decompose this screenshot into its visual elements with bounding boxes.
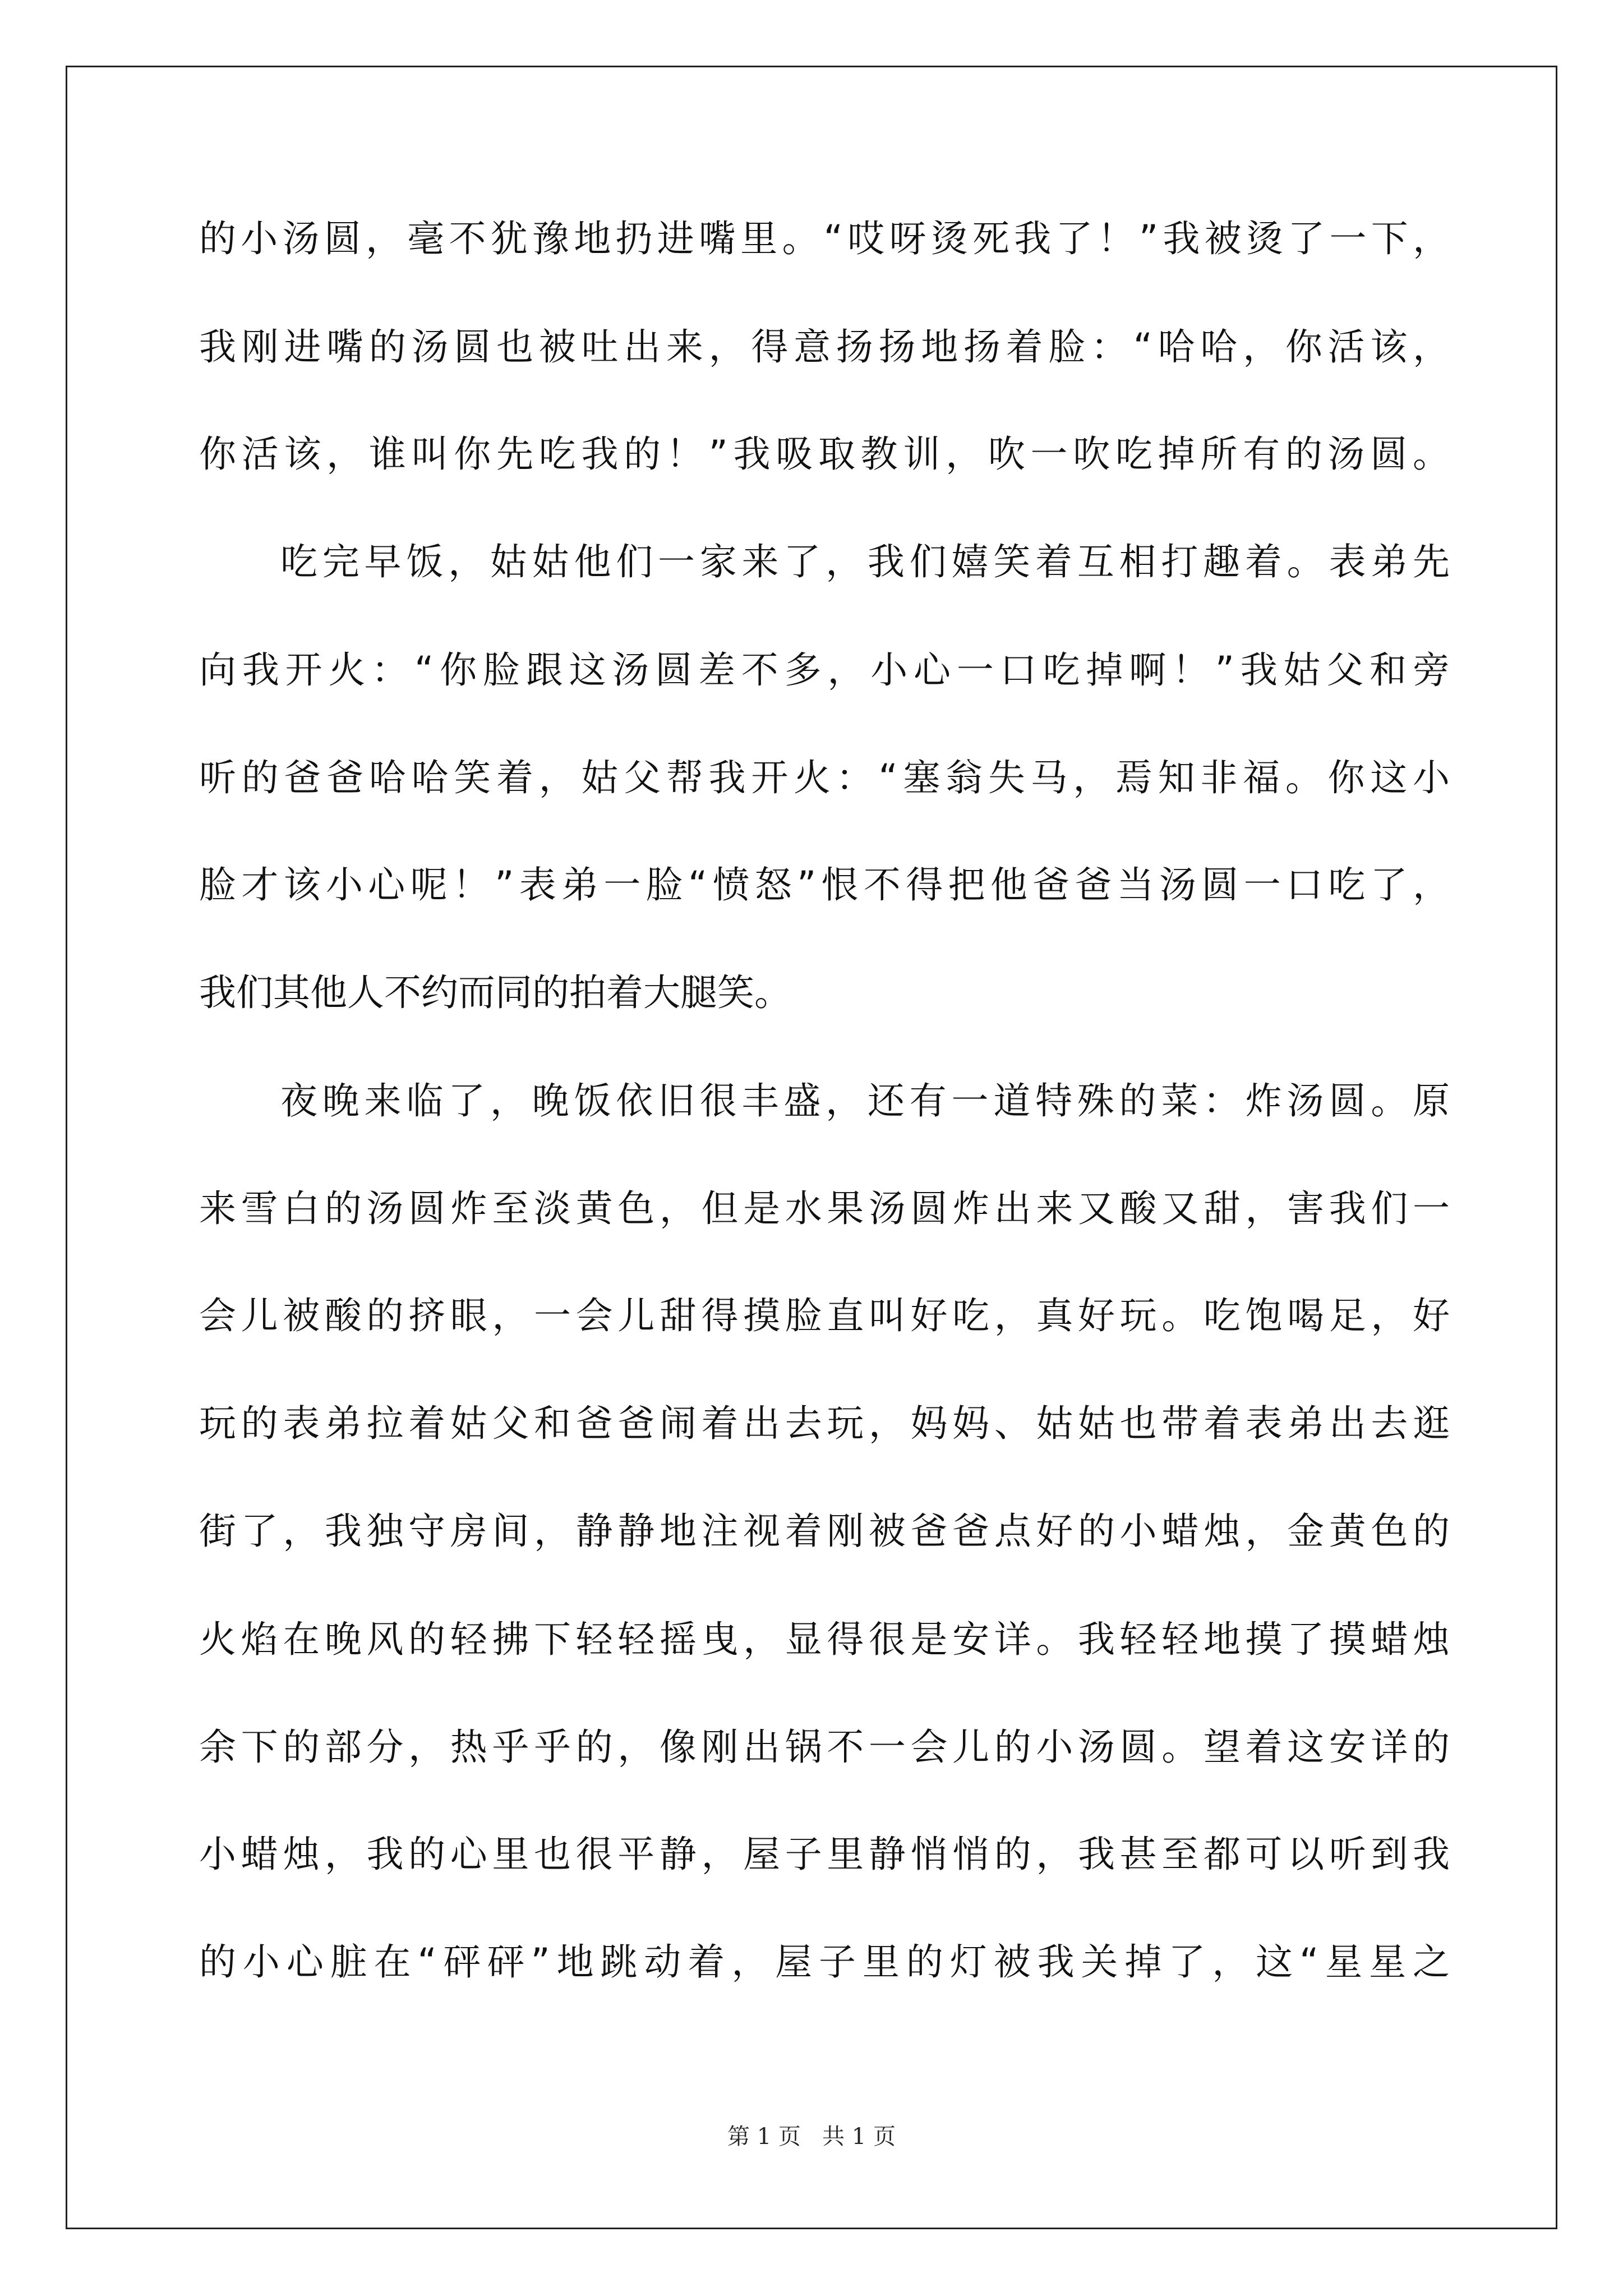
text-line-1: 的小汤圆，毫不犹豫地扔进嘴里。“哎呀烫死我了！”我被烫了一下， bbox=[199, 217, 1450, 260]
text-line-5: 向我开火：“你脸跟这汤圆差不多，小心一口吃掉啊！”我姑父和旁 bbox=[199, 648, 1450, 692]
text-line-9: 夜晚来临了，晚饭依旧很丰盛，还有一道特殊的菜：炸汤圆。原 bbox=[280, 1079, 1450, 1122]
text-line-8: 我们其他人不约而同的拍着大腿笑。 bbox=[199, 971, 791, 1014]
text-line-6: 听的爸爸哈哈笑着，姑父帮我开火：“塞翁失马，焉知非福。你这小 bbox=[199, 756, 1450, 799]
text-line-7: 脸才该小心呢！”表弟一脸“愤怒”恨不得把他爸爸当汤圆一口吃了， bbox=[199, 863, 1450, 907]
text-line-17: 的小心脏在“砰砰”地跳动着，屋子里的灯被我关掉了，这“星星之 bbox=[199, 1940, 1450, 1984]
text-line-16: 小蜡烛，我的心里也很平静，屋子里静悄悄的，我甚至都可以听到我 bbox=[199, 1833, 1450, 1876]
text-line-2: 我刚进嘴的汤圆也被吐出来，得意扬扬地扬着脸：“哈哈，你活该， bbox=[199, 325, 1450, 369]
page-number-footer: 第 1 页 共 1 页 bbox=[727, 2124, 896, 2150]
page-border bbox=[66, 66, 1557, 2229]
text-line-14: 火焰在晚风的轻拂下轻轻摇曳，显得很是安详。我轻轻地摸了摸蜡烛 bbox=[199, 1618, 1450, 1661]
text-line-10: 来雪白的汤圆炸至淡黄色，但是水果汤圆炸出来又酸又甜，害我们一 bbox=[199, 1187, 1450, 1230]
text-line-13: 街了，我独守房间，静静地注视着刚被爸爸点好的小蜡烛，金黄色的 bbox=[199, 1510, 1450, 1553]
text-line-4: 吃完早饭，姑姑他们一家来了，我们嬉笑着互相打趣着。表弟先 bbox=[280, 540, 1450, 583]
text-line-12: 玩的表弟拉着姑父和爸爸闹着出去玩，妈妈、姑姑也带着表弟出去逛 bbox=[199, 1402, 1450, 1445]
text-line-15: 余下的部分，热乎乎的，像刚出锅不一会儿的小汤圆。望着这安详的 bbox=[199, 1726, 1450, 1769]
text-line-11: 会儿被酸的挤眼，一会儿甜得摸脸直叫好吃，真好玩。吃饱喝足，好 bbox=[199, 1294, 1450, 1337]
text-line-3: 你活该，谁叫你先吃我的！”我吸取教训，吹一吹吃掉所有的汤圆。 bbox=[199, 432, 1450, 476]
